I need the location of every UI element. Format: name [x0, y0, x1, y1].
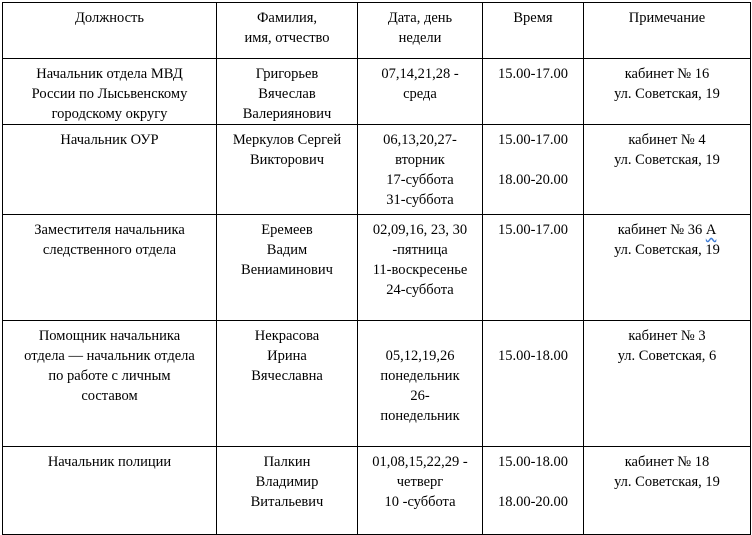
cell-position: Помощник начальника отдела — начальник отдела по работе с личным составом [3, 321, 217, 447]
cell-position: Начальник ОУР [3, 125, 217, 215]
cell-position: Начальник отдела МВД России по Лысьвенскому городскому округу [3, 59, 217, 125]
header-position: Должность [3, 3, 217, 59]
cell-time: 15.00-18.00 [483, 321, 584, 447]
cell-date: 02,09,16, 23, 30 -пятница 11-воскресенье 24-суббота [358, 215, 483, 321]
header-name: Фамилия, имя, отчество [217, 3, 358, 59]
cell-time: 15.00-17.00 18.00-20.00 [483, 125, 584, 215]
header-date: Дата, день недели [358, 3, 483, 59]
reception-schedule-table [2, 2, 751, 535]
cell-date: 05,12,19,26 понедельник 26- понедельник [358, 321, 483, 447]
table-row [3, 321, 751, 447]
cell-note: кабинет № 16 ул. Советская, 19 [584, 59, 751, 125]
cell-time: 15.00-17.00 [483, 59, 584, 125]
cell-time: 15.00-18.00 18.00-20.00 [483, 447, 584, 535]
cell-note: кабинет № 4 ул. Советская, 19 [584, 125, 751, 215]
cell-time: 15.00-17.00 [483, 215, 584, 321]
cell-name: Меркулов Сергей Викторович [217, 125, 358, 215]
cell-name: Григорьев Вячеслав Валериянович [217, 59, 358, 125]
cell-note: кабинет № 36 А ул. Советская, 19 [584, 215, 751, 321]
table-row [3, 59, 751, 125]
cell-date: 06,13,20,27- вторник 17-суббота 31-суббота [358, 125, 483, 215]
cell-date: 01,08,15,22,29 - четверг 10 -суббота [358, 447, 483, 535]
cell-note: кабинет № 18 ул. Советская, 19 [584, 447, 751, 535]
cell-name: Еремеев Вадим Вениаминович [217, 215, 358, 321]
spellcheck-underlined-text: А [705, 222, 717, 238]
header-note: Примечание [584, 3, 751, 59]
table-header-row [3, 3, 751, 59]
cell-name: Некрасова Ирина Вячеславна [217, 321, 358, 447]
cell-position: Заместителя начальника следственного отдела [3, 215, 217, 321]
table-row [3, 125, 751, 215]
cell-name: Палкин Владимир Витальевич [217, 447, 358, 535]
cell-note: кабинет № 3 ул. Советская, 6 [584, 321, 751, 447]
cell-position: Начальник полиции [3, 447, 217, 535]
table-row [3, 215, 751, 321]
cell-date: 07,14,21,28 - среда [358, 59, 483, 125]
table-row [3, 447, 751, 535]
header-time: Время [483, 3, 584, 59]
